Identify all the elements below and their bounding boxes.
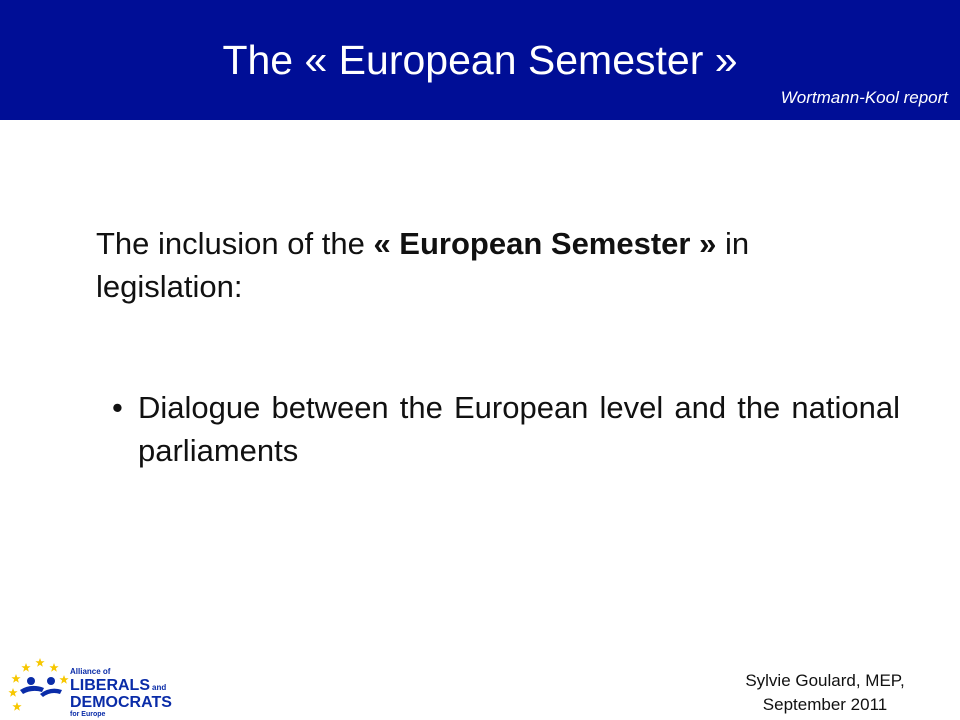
author-name: Sylvie Goulard, MEP, (745, 671, 905, 690)
title-bar (0, 0, 960, 120)
logo-and-text: and (152, 683, 167, 692)
bullet-item (112, 386, 900, 472)
star-ring-icon (8, 658, 68, 711)
bullet-text: Dialogue between the European level and the national parliaments (138, 390, 900, 468)
logo-liberals-text: LIBERALS (70, 677, 150, 694)
author-credit (720, 669, 930, 717)
logo-democrats-text: DEMOCRATS (70, 694, 172, 711)
bullet-marker: • (112, 390, 123, 425)
alde-logo (4, 650, 214, 718)
logo-for-europe-text: for Europe (70, 711, 106, 718)
intro-text-end: in legislation: (96, 226, 750, 304)
intro-text-start: The inclusion of the (96, 226, 374, 261)
slide-subtitle: Wortmann-Kool report (780, 88, 948, 107)
intro-emphasis: « European Semester » (373, 226, 717, 261)
presentation-date: September 2011 (762, 695, 888, 714)
people-icon (20, 677, 62, 697)
intro-paragraph (96, 222, 900, 308)
slide-title: The « European Semester » (222, 37, 738, 83)
logo-alliance-text: Alliance of (70, 667, 111, 676)
